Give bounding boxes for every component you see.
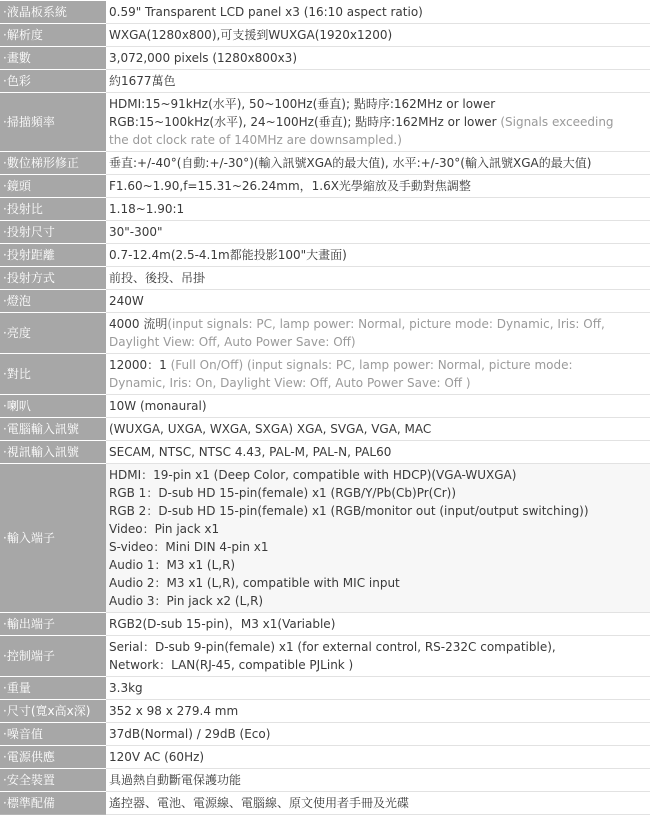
spec-value-line <box>109 538 648 556</box>
spec-value <box>106 636 650 677</box>
spec-value-text: 352 x 98 x 279.4 mm <box>109 704 239 718</box>
spec-row <box>0 47 650 70</box>
spec-value-line <box>109 177 648 195</box>
spec-row <box>0 395 650 418</box>
spec-value <box>106 244 650 267</box>
spec-value-line <box>109 502 648 520</box>
spec-value-text: RGB 2：D-sub HD 15-pin(female) x1 (RGB/monitor out (input/output switching)) <box>109 504 589 518</box>
spec-value-text: RGB2(D-sub 15-pin)，M3 x1(Variable) <box>109 617 336 631</box>
spec-row <box>0 152 650 175</box>
spec-value-line <box>109 556 648 574</box>
spec-value <box>106 792 650 815</box>
spec-row <box>0 1 650 24</box>
spec-label: ·液晶板系統 <box>0 1 106 24</box>
spec-value-text: 前投、後投、吊掛 <box>109 271 206 285</box>
spec-label: ·鏡頭 <box>0 175 106 198</box>
spec-value-line <box>109 374 648 392</box>
spec-value <box>106 700 650 723</box>
spec-value-line <box>109 49 648 67</box>
spec-value-text: 0.7-12.4m(2.5-4.1m都能投影100"大畫面) <box>109 248 347 262</box>
spec-label: ·噪音值 <box>0 723 106 746</box>
spec-label: ·投射比 <box>0 198 106 221</box>
spec-label: ·畫數 <box>0 47 106 70</box>
spec-label: ·控制端子 <box>0 636 106 677</box>
spec-value <box>106 198 650 221</box>
spec-label: ·對比 <box>0 354 106 395</box>
spec-value-text: 37dB(Normal) / 29dB (Eco) <box>109 727 271 741</box>
spec-value-text: 垂直:+/-40°(自動:+/-30°)(輸入訊號XGA的最大值), 水平:+/-30°(輸入訊號XGA的最大值) <box>109 156 592 170</box>
spec-row <box>0 24 650 47</box>
spec-value-line <box>109 269 648 287</box>
spec-value <box>106 441 650 464</box>
spec-row <box>0 769 650 792</box>
spec-value-line <box>109 679 648 697</box>
spec-value-line <box>109 443 648 461</box>
spec-value-text: 3,072,000 pixels (1280x800x3) <box>109 51 297 65</box>
spec-value-line <box>109 466 648 484</box>
spec-value-note: Daylight View: Off, Auto Power Save: Off) <box>109 335 356 349</box>
spec-value-line <box>109 154 648 172</box>
spec-value <box>106 354 650 395</box>
spec-label: ·輸入端子 <box>0 464 106 613</box>
spec-value-line <box>109 638 648 656</box>
spec-value-line <box>109 26 648 44</box>
spec-value-line <box>109 356 648 374</box>
spec-value-line <box>109 200 648 218</box>
spec-label: ·安全裝置 <box>0 769 106 792</box>
spec-value <box>106 677 650 700</box>
spec-value <box>106 267 650 290</box>
spec-value-line <box>109 748 648 766</box>
spec-value-line <box>109 484 648 502</box>
spec-value-text: Serial：D-sub 9-pin(female) x1 (for external control, RS-232C compatible), <box>109 640 556 654</box>
spec-value-text: 1.18~1.90:1 <box>109 202 185 216</box>
spec-label: ·數位梯形修正 <box>0 152 106 175</box>
spec-value-text: Network：LAN(RJ-45, compatible PJLink ) <box>109 658 354 672</box>
spec-value-line <box>109 574 648 592</box>
spec-value <box>106 24 650 47</box>
spec-value-line <box>109 615 648 633</box>
spec-value <box>106 746 650 769</box>
spec-value-line <box>109 656 648 674</box>
spec-value-text: 120V AC (60Hz) <box>109 750 205 764</box>
spec-value-note: the dot clock rate of 140MHz are downsampled.) <box>109 133 402 147</box>
spec-value-line <box>109 333 648 351</box>
spec-label: ·解析度 <box>0 24 106 47</box>
spec-value-line <box>109 592 648 610</box>
spec-row <box>0 70 650 93</box>
spec-label: ·電源供應 <box>0 746 106 769</box>
spec-value-line <box>109 3 648 21</box>
spec-value-line <box>109 315 648 333</box>
spec-value-text: 約1677萬色 <box>109 74 176 88</box>
spec-row <box>0 677 650 700</box>
spec-value-line <box>109 420 648 438</box>
spec-value-line <box>109 95 648 113</box>
spec-value-line <box>109 725 648 743</box>
spec-value-line <box>109 702 648 720</box>
spec-table-body <box>0 1 650 815</box>
spec-value-text: WXGA(1280x800),可支援到WUXGA(1920x1200) <box>109 28 393 42</box>
spec-value-text: S-video：Mini DIN 4-pin x1 <box>109 540 269 554</box>
spec-value-text: 12000：1 <box>109 358 171 372</box>
spec-label: ·尺寸(寬x高x深) <box>0 700 106 723</box>
spec-value-text: RGB:15~100kHz(水平), 24~100Hz(垂直); 點時序:162MHz or lower <box>109 115 501 129</box>
spec-value-text: Video：Pin jack x1 <box>109 522 220 536</box>
spec-value <box>106 418 650 441</box>
spec-value-line <box>109 246 648 264</box>
spec-row <box>0 313 650 354</box>
spec-value <box>106 70 650 93</box>
spec-row <box>0 267 650 290</box>
spec-value-line <box>109 771 648 789</box>
spec-value <box>106 290 650 313</box>
spec-row <box>0 244 650 267</box>
spec-value-line <box>109 72 648 90</box>
spec-value-note: (Signals exceeding <box>500 115 614 129</box>
spec-value-text: Audio 1：M3 x1 (L,R) <box>109 558 236 572</box>
spec-value-text: 具過熱自動斷電保護功能 <box>109 773 242 787</box>
spec-value-text: 10W (monaural) <box>109 399 207 413</box>
spec-row <box>0 93 650 152</box>
spec-row <box>0 418 650 441</box>
spec-value-line <box>109 131 648 149</box>
spec-label: ·亮度 <box>0 313 106 354</box>
spec-value <box>106 769 650 792</box>
spec-label: ·電腦輸入訊號 <box>0 418 106 441</box>
spec-label: ·重量 <box>0 677 106 700</box>
spec-value-line <box>109 520 648 538</box>
spec-label: ·輸出端子 <box>0 613 106 636</box>
spec-row <box>0 198 650 221</box>
spec-label: ·燈泡 <box>0 290 106 313</box>
spec-label: ·標準配備 <box>0 792 106 815</box>
spec-value-line <box>109 113 648 131</box>
spec-value <box>106 723 650 746</box>
spec-row <box>0 441 650 464</box>
spec-label: ·投射尺寸 <box>0 221 106 244</box>
spec-value <box>106 152 650 175</box>
spec-value <box>106 47 650 70</box>
spec-row <box>0 464 650 613</box>
spec-value-text: RGB 1：D-sub HD 15-pin(female) x1 (RGB/Y/Pb(Cb)Pr(Cr)) <box>109 486 457 500</box>
spec-row <box>0 636 650 677</box>
spec-row <box>0 613 650 636</box>
spec-value-note: Dynamic, Iris: On, Daylight View: Off, Auto Power Save: Off ) <box>109 376 471 390</box>
spec-label: ·掃描頻率 <box>0 93 106 152</box>
spec-value-line <box>109 292 648 310</box>
spec-value-text: SECAM, NTSC, NTSC 4.43, PAL-M, PAL-N, PAL60 <box>109 445 392 459</box>
spec-row <box>0 290 650 313</box>
spec-value-text: HDMI:15~91kHz(水平), 50~100Hz(垂直); 點時序:162MHz or lower <box>109 97 496 111</box>
spec-value-line <box>109 397 648 415</box>
spec-value <box>106 175 650 198</box>
spec-value <box>106 1 650 24</box>
spec-value-line <box>109 223 648 241</box>
spec-row <box>0 175 650 198</box>
spec-value-text: 0.59" Transparent LCD panel x3 (16:10 aspect ratio) <box>109 5 423 19</box>
spec-value <box>106 395 650 418</box>
spec-value-text: Audio 3：Pin jack x2 (L,R) <box>109 594 264 608</box>
spec-value-note: (input signals: PC, lamp power: Normal, picture mode: Dynamic, Iris: Off, <box>167 317 605 331</box>
spec-row <box>0 700 650 723</box>
spec-value-text: HDMI：19-pin x1 (Deep Color, compatible with HDCP)(VGA-WUXGA) <box>109 468 517 482</box>
spec-value <box>106 221 650 244</box>
spec-value <box>106 313 650 354</box>
spec-row <box>0 354 650 395</box>
spec-value-text: (WUXGA, UXGA, WXGA, SXGA) XGA, SVGA, VGA, MAC <box>109 422 432 436</box>
spec-label: ·投射距離 <box>0 244 106 267</box>
spec-label: ·視訊輸入訊號 <box>0 441 106 464</box>
spec-value-line <box>109 794 648 812</box>
spec-label: ·投射方式 <box>0 267 106 290</box>
spec-value-note: (Full On/Off) (input signals: PC, lamp power: Normal, picture mode: <box>170 358 573 372</box>
spec-value-text: 240W <box>109 294 144 308</box>
spec-value-text: 遙控器、電池、電源線、電腦線、原文使用者手冊及光碟 <box>109 796 410 810</box>
spec-row <box>0 746 650 769</box>
spec-value-text: Audio 2：M3 x1 (L,R), compatible with MIC input <box>109 576 400 590</box>
spec-value-text: 4000 流明 <box>109 317 168 331</box>
spec-value-text: 30"-300" <box>109 225 163 239</box>
spec-value-text: F1.60~1.90,f=15.31~26.24mm，1.6X光學縮放及手動對焦調整 <box>109 179 471 193</box>
spec-label: ·喇叭 <box>0 395 106 418</box>
spec-value <box>106 93 650 152</box>
spec-value <box>106 613 650 636</box>
spec-value-text: 3.3kg <box>109 681 143 695</box>
spec-row <box>0 723 650 746</box>
spec-value <box>106 464 650 613</box>
spec-row <box>0 221 650 244</box>
spec-row <box>0 792 650 815</box>
spec-label: ·色彩 <box>0 70 106 93</box>
